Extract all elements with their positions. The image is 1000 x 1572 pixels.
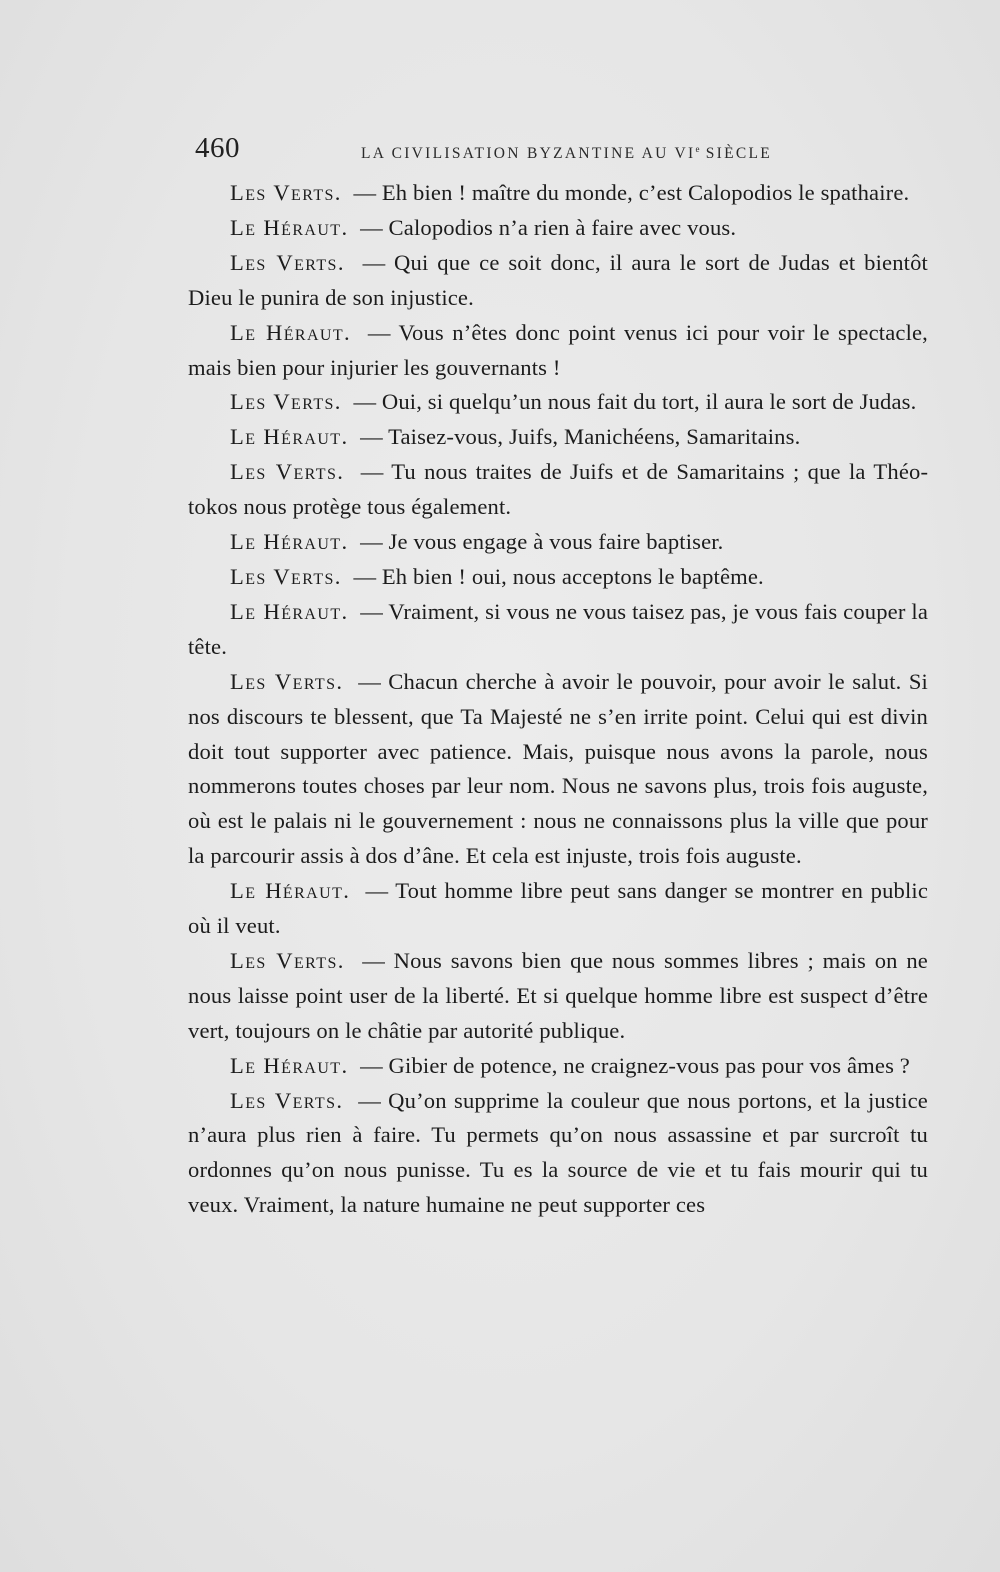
running-title-main: LA CIVILISATION BYZANTINE AU VI <box>361 145 696 162</box>
speaker-name: Le Héraut. <box>230 529 349 555</box>
em-dash-separator: — <box>360 598 383 624</box>
speech-text: Eh bien ! maître du monde, c’est Calopodios le spathaire. <box>381 180 910 205</box>
speaker-name: Le Héraut. <box>230 424 349 450</box>
speech-text: Chacun cherche à avoir le pouvoir, pour avoir le salut. Si nos discours te blessent, que Ta Majesté ne s’en irrite point. Celui qui est divin doit tout supporter avec patience. Mais, puisque nous avons la parole, nous nommerons toutes choses par leur nom. Nous ne savons plus, trois fois auguste, où est le palais ni le gouvernement : nous ne connaissons plus la ville que pour la parcourir assis à dos d’âne. Et cela est injuste, trois fois auguste. <box>188 668 928 869</box>
speaker-name: Les Verts. <box>230 563 342 589</box>
speaker-name: Les Verts. <box>230 947 345 973</box>
em-dash-separator: — <box>360 214 383 240</box>
em-dash-separator: — <box>358 1087 381 1113</box>
speech-text: Calopodios n’a rien à faire avec vous. <box>388 214 737 240</box>
dialogue-paragraph <box>188 665 928 874</box>
speech-text: Vous n’êtes donc point venus ici pour voir le spectacle, mais bien pour injurier les gouvernants ! <box>188 319 928 380</box>
em-dash-separator: — <box>353 389 377 415</box>
running-title-superscript: e <box>695 144 700 154</box>
speech-text: Eh bien ! oui, nous acceptons le baptême. <box>381 563 764 589</box>
dialogue-paragraph <box>188 595 928 665</box>
speaker-name: Les Verts. <box>230 180 342 205</box>
speaker-name: Les Verts. <box>230 249 345 275</box>
speech-text: Tu nous traites de Juifs et de Samaritains ; que la Théotokos nous protège tous également. <box>188 459 928 520</box>
dialogue-paragraph <box>188 560 928 595</box>
speech-text: Qu’on supprime la couleur que nous portons, et la justice n’aura plus rien à faire. Tu permets qu’on nous assassine et par surcroît tu ordonnes qu’on nous punisse. Tu es la source de vie et tu fais mourir qui tu veux. Vraiment, la nature humaine ne peut supporter ces <box>188 1087 928 1218</box>
dialogue-paragraph <box>188 211 928 246</box>
dialogue-paragraph <box>188 385 928 420</box>
running-title-end: SIÈCLE <box>705 145 773 162</box>
dialogue-paragraph <box>188 874 928 944</box>
em-dash-separator: — <box>365 878 389 904</box>
em-dash-separator: — <box>360 1052 383 1078</box>
page-header <box>195 131 928 171</box>
dialogue-paragraph <box>188 420 928 455</box>
em-dash-separator: — <box>362 947 385 973</box>
speech-text: Oui, si quelqu’un nous fait du tort, il aura le sort de Judas. <box>381 389 917 415</box>
speaker-name: Le Héraut. <box>230 598 349 624</box>
speaker-name: Les Verts. <box>230 459 345 485</box>
em-dash-separator: — <box>358 668 381 694</box>
dialogue-text <box>188 176 928 1223</box>
em-dash-separator: — <box>362 249 386 275</box>
em-dash-separator: — <box>360 459 384 485</box>
speech-text: Gibier de potence, ne craignez-vous pas pour vos âmes ? <box>388 1052 910 1078</box>
dialogue-paragraph <box>188 316 928 386</box>
em-dash-separator: — <box>353 180 377 205</box>
dialogue-paragraph <box>188 455 928 525</box>
speech-text: Taisez-vous, Juifs, Manichéens, Samaritains. <box>388 424 801 450</box>
speaker-name: Les Verts. <box>230 1087 344 1113</box>
speech-text: Tout homme libre peut sans danger se montrer en public où il veut. <box>188 878 929 939</box>
speaker-name: Le Héraut. <box>230 1052 349 1078</box>
speech-text: Qui que ce soit donc, il aura le sort de Judas et bientôt Dieu le punira de son injustice. <box>188 249 928 310</box>
speech-text: Nous savons bien que nous sommes libres ; mais on ne nous laisse point user de la liberté. Et si quelque homme libre est suspect d’être vert, toujours on le châtie par autorité publique. <box>188 947 928 1043</box>
dialogue-paragraph <box>188 525 928 560</box>
speaker-name: Les Verts. <box>230 668 344 694</box>
dialogue-paragraph <box>188 246 928 316</box>
running-title <box>361 139 772 164</box>
speaker-name: Les Verts. <box>230 389 342 415</box>
em-dash-separator: — <box>367 319 391 345</box>
speaker-name: Le Héraut. <box>230 214 349 240</box>
speech-text: Je vous engage à vous faire baptiser. <box>388 529 724 555</box>
em-dash-separator: — <box>360 424 383 450</box>
dialogue-paragraph <box>188 176 928 211</box>
dialogue-paragraph <box>188 1084 928 1224</box>
page-number: 460 <box>195 132 240 164</box>
speaker-name: Le Héraut. <box>230 878 351 904</box>
dialogue-paragraph <box>188 1049 928 1084</box>
dialogue-paragraph <box>188 944 928 1049</box>
speech-text: Vraiment, si vous ne vous taisez pas, je vous fais couper la tête. <box>188 598 928 659</box>
speaker-name: Le Héraut. <box>230 319 352 345</box>
em-dash-separator: — <box>360 529 383 555</box>
em-dash-separator: — <box>353 563 377 589</box>
